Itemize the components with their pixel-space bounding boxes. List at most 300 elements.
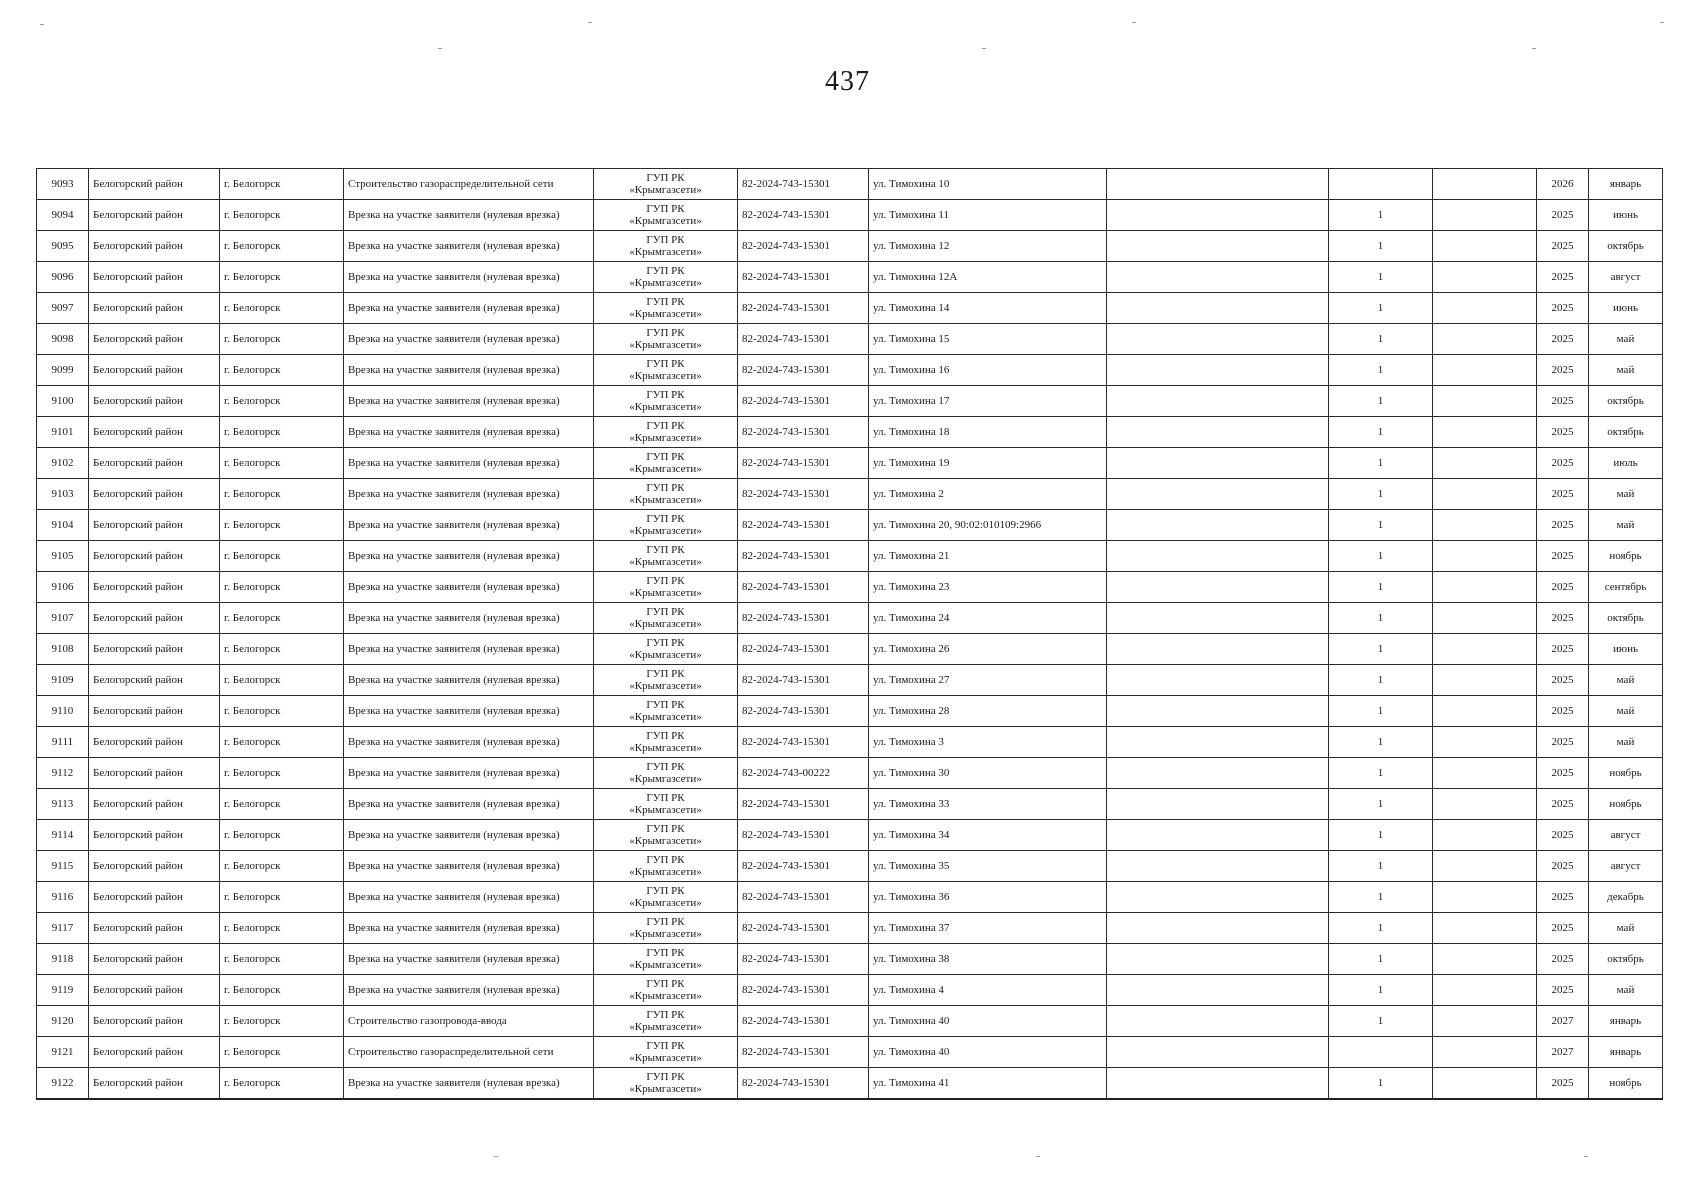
empty-cell <box>1107 820 1329 851</box>
city-cell: г. Белогорск <box>220 324 344 355</box>
organization-brand: «Крымгазсети» <box>629 432 702 444</box>
address-cell: ул. Тимохина 30 <box>869 758 1107 789</box>
work-type-cell: Врезка на участке заявителя (нулевая врезка) <box>344 448 594 479</box>
row-number-cell: 9111 <box>37 727 89 758</box>
project-code-cell: 82-2024-743-15301 <box>738 324 869 355</box>
row-number-cell: 9122 <box>37 1068 89 1100</box>
district-cell: Белогорский район <box>89 665 220 696</box>
organization-name: ГУП РК <box>646 885 685 897</box>
address-cell: ул. Тимохина 33 <box>869 789 1107 820</box>
quantity-cell: 1 <box>1329 262 1433 293</box>
city-cell: г. Белогорск <box>220 200 344 231</box>
work-type-cell: Врезка на участке заявителя (нулевая врезка) <box>344 696 594 727</box>
row-number-cell: 9103 <box>37 479 89 510</box>
work-type-cell: Строительство газораспределительной сети <box>344 169 594 200</box>
empty-cell <box>1433 851 1537 882</box>
empty-cell <box>1107 510 1329 541</box>
address-cell: ул. Тимохина 3 <box>869 727 1107 758</box>
organization-cell <box>594 913 738 944</box>
address-cell: ул. Тимохина 14 <box>869 293 1107 324</box>
empty-cell <box>1107 479 1329 510</box>
quantity-cell: 1 <box>1329 324 1433 355</box>
empty-cell <box>1433 386 1537 417</box>
project-code-cell: 82-2024-743-15301 <box>738 665 869 696</box>
year-cell: 2025 <box>1537 200 1589 231</box>
organization-brand: «Крымгазсети» <box>629 525 702 537</box>
work-type-cell: Врезка на участке заявителя (нулевая врезка) <box>344 386 594 417</box>
scan-speck <box>438 48 442 49</box>
district-cell: Белогорский район <box>89 417 220 448</box>
organization-cell <box>594 634 738 665</box>
year-cell: 2025 <box>1537 448 1589 479</box>
project-code-cell: 82-2024-743-15301 <box>738 696 869 727</box>
month-cell: май <box>1589 696 1663 727</box>
month-cell: август <box>1589 820 1663 851</box>
year-cell: 2025 <box>1537 665 1589 696</box>
district-cell: Белогорский район <box>89 386 220 417</box>
quantity-cell: 1 <box>1329 231 1433 262</box>
month-cell: июнь <box>1589 293 1663 324</box>
row-number-cell: 9119 <box>37 975 89 1006</box>
city-cell: г. Белогорск <box>220 975 344 1006</box>
year-cell: 2025 <box>1537 634 1589 665</box>
address-cell: ул. Тимохина 4 <box>869 975 1107 1006</box>
address-cell: ул. Тимохина 34 <box>869 820 1107 851</box>
month-cell: январь <box>1589 1037 1663 1068</box>
city-cell: г. Белогорск <box>220 448 344 479</box>
organization-brand: «Крымгазсети» <box>629 959 702 971</box>
address-cell: ул. Тимохина 21 <box>869 541 1107 572</box>
year-cell: 2025 <box>1537 355 1589 386</box>
quantity-cell: 1 <box>1329 1068 1433 1100</box>
table-row <box>37 603 1663 634</box>
organization-name: ГУП РК <box>646 823 685 835</box>
city-cell: г. Белогорск <box>220 293 344 324</box>
district-cell: Белогорский район <box>89 1037 220 1068</box>
table-row <box>37 448 1663 479</box>
organization-brand: «Крымгазсети» <box>629 804 702 816</box>
project-code-cell: 82-2024-743-15301 <box>738 789 869 820</box>
month-cell: декабрь <box>1589 882 1663 913</box>
empty-cell <box>1433 913 1537 944</box>
address-cell: ул. Тимохина 35 <box>869 851 1107 882</box>
city-cell: г. Белогорск <box>220 572 344 603</box>
address-cell: ул. Тимохина 10 <box>869 169 1107 200</box>
month-cell: май <box>1589 913 1663 944</box>
work-type-cell: Врезка на участке заявителя (нулевая врезка) <box>344 634 594 665</box>
scan-speck <box>588 22 592 23</box>
empty-cell <box>1433 200 1537 231</box>
organization-brand: «Крымгазсети» <box>629 897 702 909</box>
empty-cell <box>1107 1068 1329 1100</box>
organization-name: ГУП РК <box>646 172 685 184</box>
empty-cell <box>1433 293 1537 324</box>
year-cell: 2025 <box>1537 758 1589 789</box>
empty-cell <box>1433 603 1537 634</box>
quantity-cell: 1 <box>1329 665 1433 696</box>
month-cell: август <box>1589 262 1663 293</box>
work-type-cell: Врезка на участке заявителя (нулевая врезка) <box>344 789 594 820</box>
month-cell: октябрь <box>1589 231 1663 262</box>
scan-speck <box>40 24 44 25</box>
table-row <box>37 572 1663 603</box>
organization-brand: «Крымгазсети» <box>629 184 702 196</box>
organization-brand: «Крымгазсети» <box>629 370 702 382</box>
city-cell: г. Белогорск <box>220 1006 344 1037</box>
scan-speck <box>982 48 986 49</box>
organization-cell <box>594 572 738 603</box>
project-code-cell: 82-2024-743-15301 <box>738 262 869 293</box>
project-code-cell: 82-2024-743-15301 <box>738 386 869 417</box>
table-row <box>37 200 1663 231</box>
city-cell: г. Белогорск <box>220 665 344 696</box>
month-cell: октябрь <box>1589 944 1663 975</box>
table-row <box>37 665 1663 696</box>
empty-cell <box>1107 262 1329 293</box>
project-code-cell: 82-2024-743-15301 <box>738 541 869 572</box>
district-cell: Белогорский район <box>89 262 220 293</box>
quantity-cell: 1 <box>1329 758 1433 789</box>
empty-cell <box>1107 200 1329 231</box>
city-cell: г. Белогорск <box>220 913 344 944</box>
table-row <box>37 944 1663 975</box>
table-row <box>37 789 1663 820</box>
quantity-cell: 1 <box>1329 572 1433 603</box>
month-cell: май <box>1589 324 1663 355</box>
row-number-cell: 9097 <box>37 293 89 324</box>
empty-cell <box>1433 541 1537 572</box>
organization-name: ГУП РК <box>646 513 685 525</box>
organization-brand: «Крымгазсети» <box>629 339 702 351</box>
district-cell: Белогорский район <box>89 448 220 479</box>
month-cell: июнь <box>1589 634 1663 665</box>
empty-cell <box>1433 572 1537 603</box>
district-cell: Белогорский район <box>89 975 220 1006</box>
address-cell: ул. Тимохина 37 <box>869 913 1107 944</box>
district-cell: Белогорский район <box>89 944 220 975</box>
project-code-cell: 82-2024-743-15301 <box>738 572 869 603</box>
organization-name: ГУП РК <box>646 730 685 742</box>
empty-cell <box>1107 572 1329 603</box>
work-type-cell: Врезка на участке заявителя (нулевая врезка) <box>344 1068 594 1100</box>
district-cell: Белогорский район <box>89 851 220 882</box>
table-row <box>37 851 1663 882</box>
city-cell: г. Белогорск <box>220 727 344 758</box>
row-number-cell: 9099 <box>37 355 89 386</box>
address-cell: ул. Тимохина 18 <box>869 417 1107 448</box>
row-number-cell: 9096 <box>37 262 89 293</box>
district-cell: Белогорский район <box>89 510 220 541</box>
city-cell: г. Белогорск <box>220 758 344 789</box>
empty-cell <box>1107 386 1329 417</box>
city-cell: г. Белогорск <box>220 1037 344 1068</box>
empty-cell <box>1107 293 1329 324</box>
year-cell: 2027 <box>1537 1006 1589 1037</box>
organization-brand: «Крымгазсети» <box>629 215 702 227</box>
organization-cell <box>594 200 738 231</box>
organization-brand: «Крымгазсети» <box>629 773 702 785</box>
work-type-cell: Врезка на участке заявителя (нулевая врезка) <box>344 758 594 789</box>
work-type-cell: Врезка на участке заявителя (нулевая врезка) <box>344 603 594 634</box>
address-cell: ул. Тимохина 24 <box>869 603 1107 634</box>
district-cell: Белогорский район <box>89 758 220 789</box>
quantity-cell <box>1329 1037 1433 1068</box>
month-cell: январь <box>1589 169 1663 200</box>
organization-brand: «Крымгазсети» <box>629 1052 702 1064</box>
organization-brand: «Крымгазсети» <box>629 680 702 692</box>
address-cell: ул. Тимохина 40 <box>869 1006 1107 1037</box>
empty-cell <box>1433 355 1537 386</box>
year-cell: 2025 <box>1537 510 1589 541</box>
month-cell: ноябрь <box>1589 541 1663 572</box>
work-type-cell: Врезка на участке заявителя (нулевая врезка) <box>344 820 594 851</box>
quantity-cell: 1 <box>1329 200 1433 231</box>
organization-cell <box>594 882 738 913</box>
organization-name: ГУП РК <box>646 761 685 773</box>
district-cell: Белогорский район <box>89 820 220 851</box>
project-code-cell: 82-2024-743-15301 <box>738 417 869 448</box>
table-row <box>37 913 1663 944</box>
organization-name: ГУП РК <box>646 327 685 339</box>
month-cell: октябрь <box>1589 386 1663 417</box>
quantity-cell: 1 <box>1329 541 1433 572</box>
city-cell: г. Белогорск <box>220 603 344 634</box>
organization-name: ГУП РК <box>646 947 685 959</box>
empty-cell <box>1107 1006 1329 1037</box>
empty-cell <box>1433 665 1537 696</box>
organization-brand: «Крымгазсети» <box>629 649 702 661</box>
row-number-cell: 9098 <box>37 324 89 355</box>
empty-cell <box>1433 479 1537 510</box>
empty-cell <box>1107 696 1329 727</box>
city-cell: г. Белогорск <box>220 789 344 820</box>
work-type-cell: Врезка на участке заявителя (нулевая врезка) <box>344 913 594 944</box>
organization-cell <box>594 851 738 882</box>
organization-brand: «Крымгазсети» <box>629 618 702 630</box>
city-cell: г. Белогорск <box>220 851 344 882</box>
work-type-cell: Врезка на участке заявителя (нулевая врезка) <box>344 944 594 975</box>
organization-brand: «Крымгазсети» <box>629 1083 702 1095</box>
quantity-cell: 1 <box>1329 975 1433 1006</box>
work-type-cell: Врезка на участке заявителя (нулевая врезка) <box>344 975 594 1006</box>
month-cell: май <box>1589 975 1663 1006</box>
table-row <box>37 293 1663 324</box>
project-code-cell: 82-2024-743-15301 <box>738 200 869 231</box>
work-type-cell: Строительство газопровода-ввода <box>344 1006 594 1037</box>
empty-cell <box>1433 758 1537 789</box>
city-cell: г. Белогорск <box>220 262 344 293</box>
organization-name: ГУП РК <box>646 606 685 618</box>
row-number-cell: 9102 <box>37 448 89 479</box>
district-cell: Белогорский район <box>89 913 220 944</box>
year-cell: 2027 <box>1537 1037 1589 1068</box>
project-code-cell: 82-2024-743-15301 <box>738 634 869 665</box>
empty-cell <box>1433 510 1537 541</box>
scan-speck <box>1584 1156 1588 1157</box>
district-cell: Белогорский район <box>89 541 220 572</box>
organization-cell <box>594 665 738 696</box>
table-row <box>37 324 1663 355</box>
year-cell: 2025 <box>1537 820 1589 851</box>
row-number-cell: 9116 <box>37 882 89 913</box>
scan-speck <box>494 1156 498 1157</box>
month-cell: май <box>1589 727 1663 758</box>
empty-cell <box>1107 913 1329 944</box>
organization-cell <box>594 975 738 1006</box>
project-code-cell: 82-2024-743-15301 <box>738 1068 869 1100</box>
empty-cell <box>1433 262 1537 293</box>
city-cell: г. Белогорск <box>220 510 344 541</box>
organization-cell <box>594 355 738 386</box>
city-cell: г. Белогорск <box>220 417 344 448</box>
organization-name: ГУП РК <box>646 482 685 494</box>
empty-cell <box>1433 727 1537 758</box>
quantity-cell: 1 <box>1329 386 1433 417</box>
year-cell: 2025 <box>1537 479 1589 510</box>
organization-cell <box>594 541 738 572</box>
empty-cell <box>1433 975 1537 1006</box>
row-number-cell: 9105 <box>37 541 89 572</box>
organization-cell <box>594 1006 738 1037</box>
year-cell: 2025 <box>1537 789 1589 820</box>
district-cell: Белогорский район <box>89 169 220 200</box>
year-cell: 2025 <box>1537 696 1589 727</box>
organization-brand: «Крымгазсети» <box>629 587 702 599</box>
district-cell: Белогорский район <box>89 355 220 386</box>
empty-cell <box>1107 355 1329 386</box>
table-row <box>37 758 1663 789</box>
empty-cell <box>1107 541 1329 572</box>
project-code-cell: 82-2024-743-15301 <box>738 510 869 541</box>
city-cell: г. Белогорск <box>220 696 344 727</box>
empty-cell <box>1433 231 1537 262</box>
table-row <box>37 1068 1663 1100</box>
quantity-cell: 1 <box>1329 913 1433 944</box>
empty-cell <box>1107 231 1329 262</box>
quantity-cell: 1 <box>1329 448 1433 479</box>
project-code-cell: 82-2024-743-15301 <box>738 820 869 851</box>
work-type-cell: Врезка на участке заявителя (нулевая врезка) <box>344 293 594 324</box>
empty-cell <box>1107 417 1329 448</box>
city-cell: г. Белогорск <box>220 1068 344 1100</box>
row-number-cell: 9113 <box>37 789 89 820</box>
organization-name: ГУП РК <box>646 668 685 680</box>
organization-brand: «Крымгазсети» <box>629 401 702 413</box>
organization-cell <box>594 386 738 417</box>
empty-cell <box>1107 169 1329 200</box>
year-cell: 2025 <box>1537 293 1589 324</box>
organization-brand: «Крымгазсети» <box>629 308 702 320</box>
row-number-cell: 9093 <box>37 169 89 200</box>
organization-cell <box>594 944 738 975</box>
organization-brand: «Крымгазсети» <box>629 494 702 506</box>
year-cell: 2025 <box>1537 1068 1589 1100</box>
empty-cell <box>1433 634 1537 665</box>
organization-name: ГУП РК <box>646 1040 685 1052</box>
table-row <box>37 262 1663 293</box>
year-cell: 2025 <box>1537 541 1589 572</box>
scan-speck <box>1532 48 1536 49</box>
district-cell: Белогорский район <box>89 1068 220 1100</box>
work-type-cell: Врезка на участке заявителя (нулевая врезка) <box>344 727 594 758</box>
organization-brand: «Крымгазсети» <box>629 866 702 878</box>
organization-name: ГУП РК <box>646 234 685 246</box>
month-cell: ноябрь <box>1589 1068 1663 1100</box>
organization-name: ГУП РК <box>646 265 685 277</box>
city-cell: г. Белогорск <box>220 479 344 510</box>
organization-brand: «Крымгазсети» <box>629 835 702 847</box>
organization-name: ГУП РК <box>646 916 685 928</box>
table-row <box>37 479 1663 510</box>
address-cell: ул. Тимохина 16 <box>869 355 1107 386</box>
project-code-cell: 82-2024-743-15301 <box>738 355 869 386</box>
table-row <box>37 355 1663 386</box>
row-number-cell: 9117 <box>37 913 89 944</box>
quantity-cell: 1 <box>1329 882 1433 913</box>
organization-brand: «Крымгазсети» <box>629 742 702 754</box>
year-cell: 2025 <box>1537 727 1589 758</box>
address-cell: ул. Тимохина 41 <box>869 1068 1107 1100</box>
organization-cell <box>594 293 738 324</box>
organization-brand: «Крымгазсети» <box>629 556 702 568</box>
table-row <box>37 1006 1663 1037</box>
project-code-cell: 82-2024-743-15301 <box>738 169 869 200</box>
organization-cell <box>594 262 738 293</box>
organization-cell <box>594 696 738 727</box>
table-row <box>37 169 1663 200</box>
district-cell: Белогорский район <box>89 603 220 634</box>
month-cell: май <box>1589 355 1663 386</box>
row-number-cell: 9121 <box>37 1037 89 1068</box>
year-cell: 2025 <box>1537 882 1589 913</box>
month-cell: октябрь <box>1589 417 1663 448</box>
organization-cell <box>594 479 738 510</box>
organization-name: ГУП РК <box>646 420 685 432</box>
address-cell: ул. Тимохина 15 <box>869 324 1107 355</box>
row-number-cell: 9108 <box>37 634 89 665</box>
empty-cell <box>1107 851 1329 882</box>
work-type-cell: Врезка на участке заявителя (нулевая врезка) <box>344 324 594 355</box>
district-cell: Белогорский район <box>89 789 220 820</box>
month-cell: октябрь <box>1589 603 1663 634</box>
empty-cell <box>1107 789 1329 820</box>
organization-cell <box>594 727 738 758</box>
quantity-cell: 1 <box>1329 293 1433 324</box>
gasification-register-table <box>36 168 1663 1100</box>
row-number-cell: 9094 <box>37 200 89 231</box>
row-number-cell: 9114 <box>37 820 89 851</box>
organization-cell <box>594 789 738 820</box>
work-type-cell: Врезка на участке заявителя (нулевая врезка) <box>344 882 594 913</box>
organization-name: ГУП РК <box>646 544 685 556</box>
district-cell: Белогорский район <box>89 572 220 603</box>
quantity-cell: 1 <box>1329 1006 1433 1037</box>
month-cell: май <box>1589 479 1663 510</box>
address-cell: ул. Тимохина 20, 90:02:010109:2966 <box>869 510 1107 541</box>
address-cell: ул. Тимохина 2 <box>869 479 1107 510</box>
scan-speck <box>1036 1156 1040 1157</box>
organization-brand: «Крымгазсети» <box>629 711 702 723</box>
project-code-cell: 82-2024-743-15301 <box>738 293 869 324</box>
work-type-cell: Врезка на участке заявителя (нулевая врезка) <box>344 417 594 448</box>
scan-speck <box>1660 22 1664 23</box>
empty-cell <box>1107 603 1329 634</box>
year-cell: 2025 <box>1537 851 1589 882</box>
year-cell: 2025 <box>1537 386 1589 417</box>
quantity-cell <box>1329 169 1433 200</box>
organization-name: ГУП РК <box>646 792 685 804</box>
empty-cell <box>1107 665 1329 696</box>
